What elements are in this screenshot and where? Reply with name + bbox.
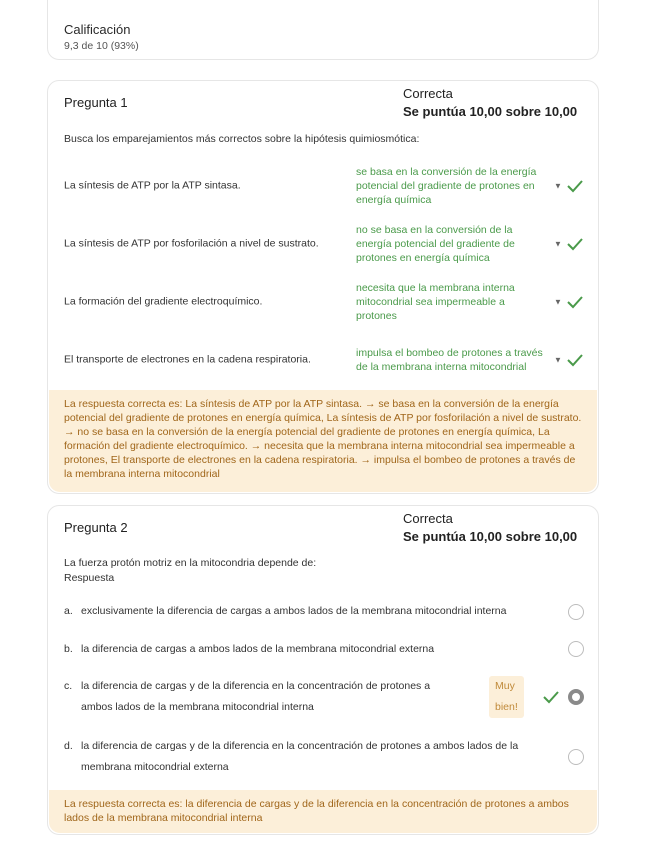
question-2-card bbox=[47, 505, 599, 835]
option-letter: d. bbox=[64, 740, 73, 752]
option-letter: c. bbox=[64, 680, 73, 692]
match-select[interactable]: se basa en la conversión de la energía potencial del gradiente de protones en energía química bbox=[356, 166, 537, 206]
check-icon bbox=[566, 179, 584, 193]
radio-option-a[interactable] bbox=[568, 604, 584, 620]
question-2-feedback: La respuesta correcta es: la diferencia de cargas y de la diferencia en la concentración de protones a ambos lados de la membrana mitocondrial interna bbox=[49, 790, 597, 833]
match-label: La síntesis de ATP por fosforilación a nivel de sustrato. bbox=[64, 237, 319, 250]
option-text-line2: membrana mitocondrial externa bbox=[81, 761, 229, 773]
question-2-score: Se puntúa 10,00 sobre 10,00 bbox=[403, 529, 578, 544]
radio-option-c[interactable] bbox=[568, 689, 584, 705]
option-letter: b. bbox=[64, 643, 73, 655]
option-text-line2: ambos lados de la membrana mitocondrial interna bbox=[81, 701, 314, 713]
caret-down-icon[interactable]: ▼ bbox=[554, 239, 562, 249]
match-label: La síntesis de ATP por la ATP sintasa. bbox=[64, 179, 241, 192]
question-1-title: Pregunta 1 bbox=[64, 95, 128, 110]
answer-label: Respuesta bbox=[64, 572, 115, 584]
question-1-card bbox=[47, 80, 599, 494]
feedback-bubble bbox=[489, 676, 524, 718]
question-1-feedback: La respuesta correcta es: La síntesis de ATP por la ATP sintasa. → se basa en la conversión de la energía potencial del gradiente de protones en energía química, La síntesis de ATP por fosforilación a nivel de sustrato. → no se basa en la conversión de la energía potencial del gradiente de protones en energía química, La formación del gradiente electroquímico. → necesita que la membrana interna mitocondrial sea impermeable a protones, El transporte de electrones en la cadena respiratoria. → impulsa el bombeo de protones a través de la membrana interna mitocondrial bbox=[49, 390, 597, 492]
match-row bbox=[64, 222, 584, 266]
bubble-line: Muy bbox=[495, 680, 515, 692]
radio-option-b[interactable] bbox=[568, 641, 584, 657]
question-2-prompt: La fuerza protón motriz en la mitocondria depende de: bbox=[64, 557, 317, 569]
match-label: La formación del gradiente electroquímico. bbox=[64, 295, 263, 308]
check-icon bbox=[566, 353, 584, 367]
question-1-score: Se puntúa 10,00 sobre 10,00 bbox=[403, 104, 578, 119]
check-icon bbox=[566, 237, 584, 251]
option-text-line1: la diferencia de cargas y de la diferencia en la concentración de protones a ambos lados de la bbox=[81, 740, 519, 752]
bubble-line: bien! bbox=[495, 701, 518, 713]
grade-label: Calificación bbox=[64, 22, 131, 37]
option-letter: a. bbox=[64, 605, 73, 617]
option-text: la diferencia de cargas a ambos lados de la membrana mitocondrial externa bbox=[81, 643, 435, 655]
caret-down-icon[interactable]: ▼ bbox=[554, 355, 562, 365]
match-row bbox=[64, 164, 584, 208]
question-2-status: Correcta bbox=[403, 511, 453, 526]
caret-down-icon[interactable]: ▼ bbox=[554, 181, 562, 191]
option-text-line1: la diferencia de cargas y de la diferencia en la concentración de protones a bbox=[81, 680, 431, 692]
question-1-status: Correcta bbox=[403, 86, 453, 101]
match-select[interactable]: impulsa el bombeo de protones a través de la membrana interna mitocondrial bbox=[356, 347, 543, 373]
match-label: El transporte de electrones en la cadena respiratoria. bbox=[64, 353, 311, 366]
question-1-prompt: Busca los emparejamientos más correctos sobre la hipótesis quimiosmótica: bbox=[64, 133, 420, 145]
radio-option-d[interactable] bbox=[568, 749, 584, 765]
option-text: exclusivamente la diferencia de cargas a ambos lados de la membrana mitocondrial interna bbox=[81, 605, 507, 617]
check-icon bbox=[566, 295, 584, 309]
match-row bbox=[64, 280, 584, 324]
check-icon bbox=[542, 690, 560, 704]
grade-value: 9,3 de 10 (93%) bbox=[64, 40, 139, 52]
match-row bbox=[64, 338, 584, 382]
match-select[interactable]: no se basa en la conversión de la energía potencial del gradiente de protones en energía química bbox=[356, 224, 515, 264]
match-select[interactable]: necesita que la membrana interna mitocondrial sea impermeable a protones bbox=[356, 282, 515, 322]
grade-card bbox=[47, 0, 599, 60]
caret-down-icon[interactable]: ▼ bbox=[554, 297, 562, 307]
question-2-title: Pregunta 2 bbox=[64, 520, 128, 535]
